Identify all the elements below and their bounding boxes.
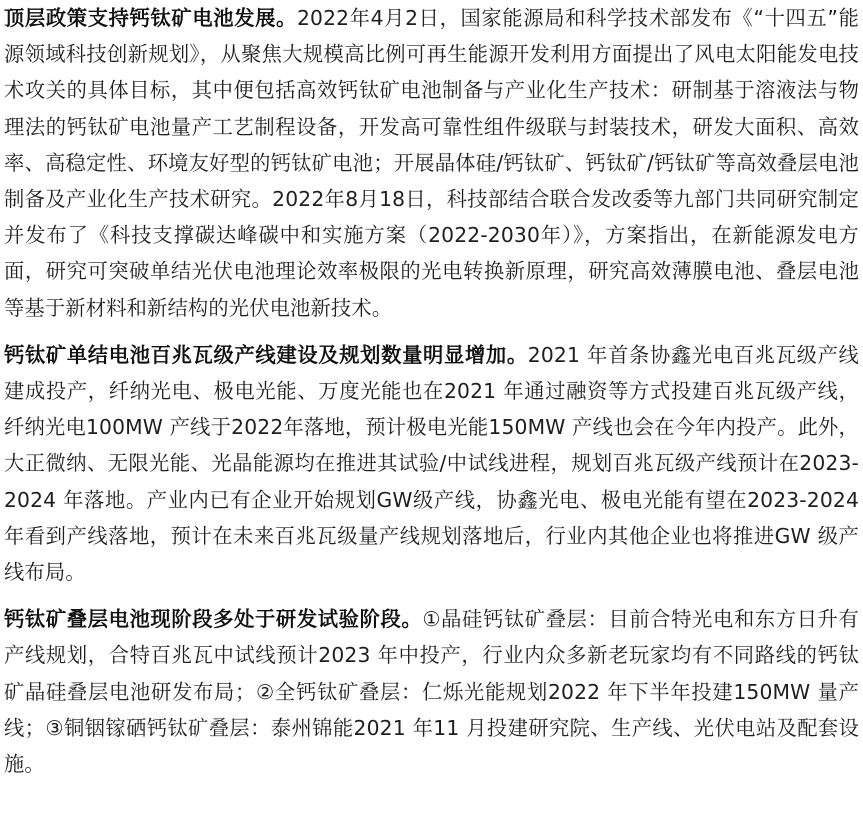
paragraph-text: ①晶硅钙钛矿叠层：目前合特光电和东方日升有产线规划，合特百兆瓦中试线预计2023 年中投产，行业内众多新老玩家均有不同路线的钙钛矿晶硅叠层电池研发布局；②全钙钛矿叠层：仁烁光能规划2022 年下半年投建150MW 量产线；③铜铟镓硒钙钛矿叠层：泰州锦能2021 年11 月投建研究院、生产线、光伏电站及配套设施。 bbox=[4, 607, 859, 777]
paragraph-heading: 钙钛矿单结电池百兆瓦级产线建设及规划数量明显增加。 bbox=[4, 342, 528, 367]
paragraph-heading: 顶层政策支持钙钛矿电池发展。 bbox=[4, 6, 297, 30]
paragraph-single-junction-lines bbox=[4, 337, 859, 590]
paragraph-policy-support bbox=[4, 0, 859, 326]
paragraph-text: 2022年4月2日，国家能源局和科学技术部发布《“十四五”能源领域科技创新规划》，从聚焦大规模高比例可再生能源开发利用方面提出了风电太阳能发电技术攻关的具体目标，其中便包括高效钙钛矿电池制备与产业化生产技术：研制基于溶液法与物理法的钙钛矿电池量产工艺制程设备，开发高可靠性组件级联与封装技术，研发大面积、高效率、高稳定性、环境友好型的钙钛矿电池；开展晶体硅/钙钛矿、钙钛矿/钙钛矿等高效叠层电池制备及产业化生产技术研究。2022年8月18日，科技部结合联合发改委等九部门共同研究制定并发布了《科技支撑碳达峰碳中和实施方案（2022-2030年）》，方案指出，在新能源发电方面，研究可突破单结光伏电池理论效率极限的光电转换新原理，研究高效薄膜电池、叠层电池等基于新材料和新结构的光伏电池新技术。 bbox=[4, 6, 859, 320]
paragraph-tandem-cells bbox=[4, 601, 859, 782]
paragraph-text: 2021 年首条协鑫光电百兆瓦级产线建成投产，纤纳光电、极电光能、万度光能也在2021 年通过融资等方式投建百兆瓦级产线，纤纳光电100MW 产线于2022年落地，预计极电光能150MW 产线也会在今年内投产。此外，大正微纳、无限光能、光晶能源均在推进其试验/中试线进程，规划百兆瓦级产线预计在2023-2024 年落地。产业内已有企业开始规划GW级产线，协鑫光电、极电光能有望在2023-2024年看到产线落地，预计在未来百兆瓦级量产线规划落地后，行业内其他企业也将推进GW 级产线布局。 bbox=[4, 342, 859, 585]
paragraph-heading: 钙钛矿叠层电池现阶段多处于研发试验阶段。 bbox=[4, 607, 423, 632]
